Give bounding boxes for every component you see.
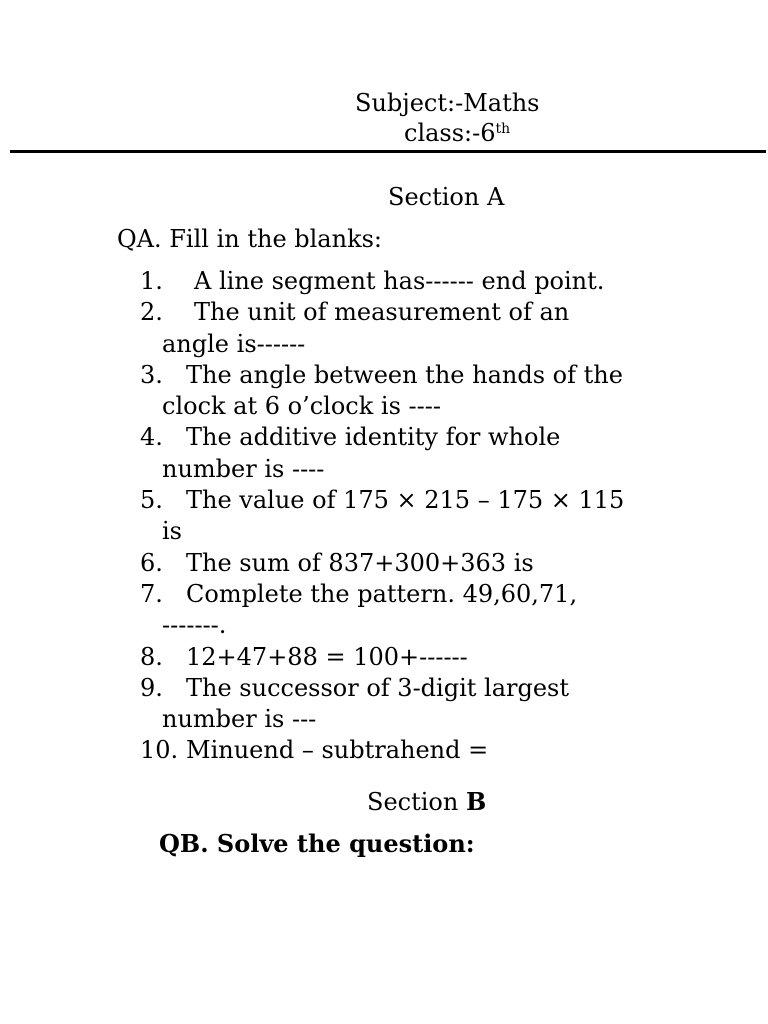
question-a-title: QA. Fill in the blanks: [117,225,383,253]
section-b-letter: B [465,787,487,816]
section-b-heading [367,787,486,817]
item-text-continued: number is --- [162,705,317,734]
page-header [0,88,768,152]
question-b-title: QB. Solve the question: [159,829,475,858]
list-item [140,642,680,673]
section-b-label: Section [367,788,466,816]
subject-label: Subject:-Maths [355,89,540,117]
list-item [140,422,680,485]
section-a-heading: Section A [388,183,505,211]
item-text: The unit of measurement of an [194,298,570,327]
item-number: 1. [140,267,163,295]
item-text-continued: clock at 6 o’clock is ---- [162,392,441,421]
item-text: The additive identity for whole [186,423,561,452]
header-divider [10,150,766,153]
list-item [140,579,680,642]
list-item [140,548,680,579]
item-number: 7. [140,579,163,608]
item-number: 2. [140,298,163,327]
list-item [140,360,680,423]
list-item [140,735,680,766]
item-text-continued: is [162,517,182,546]
item-text-continued: number is ---- [162,454,325,483]
item-text: A line segment has------ end point. [194,267,605,295]
item-text-continued: -------. [162,611,227,640]
list-item [140,485,680,548]
class-label [404,118,510,148]
item-text: The value of 175 × 215 – 175 × 115 [186,486,625,515]
list-item [140,297,680,360]
item-text: Minuend – subtrahend = [186,736,489,765]
item-number: 10. [140,736,179,765]
class-superscript: th [495,121,511,137]
fill-in-blanks-list [140,266,680,767]
item-number: 6. [140,548,163,577]
item-text: The successor of 3-digit largest [186,673,570,702]
item-number: 5. [140,486,163,515]
item-number: 9. [140,673,163,702]
item-number: 4. [140,423,163,452]
item-text: 12+47+88 = 100+------ [186,642,468,671]
item-text: Complete the pattern. 49,60,71, [186,579,578,608]
item-text: The angle between the hands of the [186,360,623,389]
item-number: 8. [140,642,163,671]
item-text: The sum of 837+300+363 is [186,548,534,577]
class-text: class:-6 [404,119,496,147]
item-number: 3. [140,360,163,389]
list-item [140,266,680,297]
item-text-continued: angle is------ [162,329,306,358]
list-item [140,673,680,736]
